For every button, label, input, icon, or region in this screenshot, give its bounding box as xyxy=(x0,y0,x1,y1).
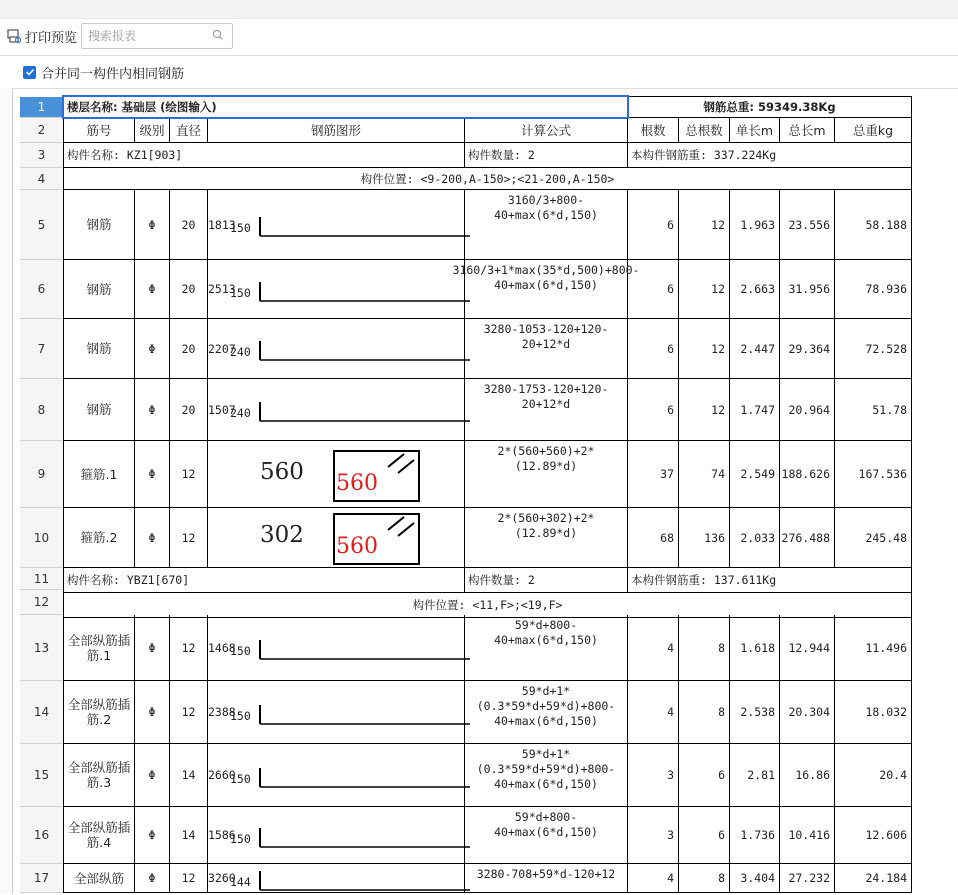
unit-length-cell[interactable]: 1.747 xyxy=(730,379,780,441)
diameter-cell[interactable]: 20 xyxy=(170,190,208,260)
component-position-cell[interactable]: 构件位置: <11,F>;<19,F> xyxy=(64,593,912,618)
column-header[interactable]: 钢筋图形 xyxy=(208,118,465,143)
floor-name-cell[interactable]: 楼层名称: 基础层 (绘图输入) xyxy=(64,97,628,118)
stirrup-dimension: 302 xyxy=(260,522,304,548)
total-count-cell[interactable]: 8 xyxy=(679,864,730,893)
total-length-cell[interactable]: 10.416 xyxy=(780,807,835,864)
bar-name-cell[interactable]: 全部纵筋插筋.4 xyxy=(64,807,135,864)
row-header[interactable]: 11 xyxy=(20,568,64,590)
column-header[interactable]: 总根数 xyxy=(679,118,730,143)
stirrup-length-label: 560 xyxy=(336,534,378,559)
count-cell[interactable]: 4 xyxy=(628,681,679,744)
component-weight-cell[interactable]: 本构件钢筋重: 137.611Kg xyxy=(628,568,912,593)
grid-top-border xyxy=(63,96,912,97)
row-header[interactable]: 17 xyxy=(20,864,64,893)
component-weight-cell[interactable]: 本构件钢筋重: 337.224Kg xyxy=(628,143,912,168)
count-cell[interactable]: 6 xyxy=(628,190,679,260)
count-cell[interactable]: 6 xyxy=(628,319,679,379)
bar-length-label: 3260 xyxy=(208,871,236,885)
row-header[interactable]: 15 xyxy=(20,744,64,807)
bar-name-cell[interactable]: 钢筋 xyxy=(64,260,135,319)
row-header[interactable]: 2 xyxy=(20,118,64,143)
merge-checkbox[interactable] xyxy=(23,66,36,79)
bar-shape-cell[interactable] xyxy=(208,190,465,260)
grade-cell[interactable]: Φ xyxy=(135,864,170,893)
total-length-cell[interactable]: 20.964 xyxy=(780,379,835,441)
row-header[interactable]: 4 xyxy=(20,168,64,190)
total-weight-cell[interactable]: 58.188 xyxy=(835,190,912,260)
formula-cell[interactable]: 3160/3+800-40+max(6*d,150) xyxy=(465,190,628,260)
unit-length-cell[interactable]: 2.81 xyxy=(730,744,780,807)
bar-length-label: 1813 xyxy=(208,217,236,232)
grade-cell[interactable]: Φ xyxy=(135,441,170,508)
grade-cell[interactable]: Φ xyxy=(135,508,170,568)
count-cell[interactable]: 6 xyxy=(628,260,679,319)
diameter-cell[interactable]: 12 xyxy=(170,508,208,568)
bar-length-label: 1468 xyxy=(208,640,236,655)
bar-shape-cell[interactable] xyxy=(208,319,465,379)
unit-length-cell[interactable]: 2.447 xyxy=(730,319,780,379)
bar-shape-icon xyxy=(258,339,478,365)
grade-cell[interactable]: Φ xyxy=(135,379,170,441)
bar-length-label: 1586 xyxy=(208,828,236,842)
hook-length-label: 150 xyxy=(230,644,251,658)
diameter-cell[interactable]: 20 xyxy=(170,379,208,441)
hook-length-label: 150 xyxy=(230,771,251,786)
hook-length-label: 144 xyxy=(230,874,251,889)
count-cell[interactable]: 68 xyxy=(628,508,679,568)
bar-name-cell[interactable]: 钢筋 xyxy=(64,190,135,260)
check-icon xyxy=(25,67,35,77)
diameter-cell[interactable]: 20 xyxy=(170,319,208,379)
grid-left-border xyxy=(63,97,64,893)
row-header[interactable]: 10 xyxy=(20,508,64,568)
component-position-cell[interactable]: 构件位置: <9-200,A-150>;<21-200,A-150> xyxy=(64,168,912,190)
total-weight-cell[interactable]: 20.4 xyxy=(835,744,912,807)
count-cell[interactable]: 3 xyxy=(628,744,679,807)
formula-cell[interactable]: 3280-1753-120+120-20+12*d xyxy=(465,379,628,441)
bar-name-cell[interactable]: 全部纵筋插筋.1 xyxy=(64,615,135,681)
bar-name-cell[interactable]: 全部纵筋插筋.3 xyxy=(64,744,135,807)
column-header[interactable]: 总重kg xyxy=(835,118,912,143)
report-search-box[interactable] xyxy=(81,23,233,49)
formula-cell[interactable]: 59*d+800-40+max(6*d,150) xyxy=(465,807,628,864)
row-header[interactable]: 3 xyxy=(20,143,64,168)
grade-cell[interactable]: Φ xyxy=(135,744,170,807)
column-header[interactable]: 计算公式 xyxy=(465,118,628,143)
row-header[interactable]: 12 xyxy=(20,590,64,615)
bar-shape-icon xyxy=(258,766,478,792)
total-count-cell[interactable]: 6 xyxy=(679,744,730,807)
bar-name-cell[interactable]: 钢筋 xyxy=(64,319,135,379)
total-count-cell[interactable]: 8 xyxy=(679,615,730,681)
bar-length-label: 2388 xyxy=(208,705,236,719)
bar-shape-cell[interactable] xyxy=(208,260,465,319)
total-length-cell[interactable]: 27.232 xyxy=(780,864,835,893)
search-icon[interactable] xyxy=(212,29,224,41)
total-count-cell[interactable]: 6 xyxy=(679,807,730,864)
row-header[interactable]: 16 xyxy=(20,807,64,864)
stirrup-dimension: 560 xyxy=(260,458,304,485)
hook-length-label: 240 xyxy=(230,406,251,420)
column-header[interactable]: 直径 xyxy=(170,118,208,143)
diameter-cell[interactable]: 12 xyxy=(170,681,208,744)
diameter-cell[interactable]: 20 xyxy=(170,260,208,319)
total-count-cell[interactable]: 136 xyxy=(679,508,730,568)
column-header[interactable]: 筋号 xyxy=(64,118,135,143)
total-length-cell[interactable]: 12.944 xyxy=(780,615,835,681)
bar-shape-cell[interactable] xyxy=(208,681,465,744)
formula-cell[interactable]: 2*(560+560)+2*(12.89*d) xyxy=(465,441,628,508)
component-count-cell[interactable]: 构件数量: 2 xyxy=(465,568,628,593)
unit-length-cell[interactable]: 2.549 xyxy=(730,441,780,508)
diameter-cell[interactable]: 14 xyxy=(170,807,208,864)
column-header[interactable]: 单长m xyxy=(730,118,780,143)
hook-length-label: 150 xyxy=(230,285,251,300)
count-cell[interactable]: 6 xyxy=(628,379,679,441)
bar-shape-icon xyxy=(258,869,478,895)
report-search-input[interactable] xyxy=(86,28,210,44)
column-header[interactable]: 级别 xyxy=(135,118,170,143)
total-weight-cell[interactable]: 51.78 xyxy=(835,379,912,441)
total-weight-cell[interactable]: 24.184 xyxy=(835,864,912,893)
bar-shape-cell[interactable] xyxy=(208,508,465,568)
total-count-cell[interactable]: 12 xyxy=(679,260,730,319)
unit-length-cell[interactable]: 3.404 xyxy=(730,864,780,893)
bar-length-label: 2207 xyxy=(208,341,236,356)
count-cell[interactable]: 3 xyxy=(628,807,679,864)
total-weight-cell[interactable]: 245.48 xyxy=(835,508,912,568)
row-header[interactable]: 5 xyxy=(20,190,64,260)
count-cell[interactable]: 4 xyxy=(628,615,679,681)
total-weight-cell[interactable]: 18.032 xyxy=(835,681,912,744)
diameter-cell[interactable]: 12 xyxy=(170,864,208,893)
hook-length-label: 240 xyxy=(230,345,251,359)
total-length-cell[interactable]: 29.364 xyxy=(780,319,835,379)
component-name-cell[interactable]: 构件名称: KZ1[903] xyxy=(64,143,465,168)
row-header[interactable]: 9 xyxy=(20,441,64,508)
print-preview-button[interactable] xyxy=(6,27,77,46)
bar-shape-cell[interactable] xyxy=(208,441,465,508)
top-strip xyxy=(0,0,958,19)
row-header[interactable]: 8 xyxy=(20,379,64,441)
row-header[interactable]: 6 xyxy=(20,260,64,319)
total-length-cell[interactable]: 31.956 xyxy=(780,260,835,319)
total-count-cell[interactable]: 74 xyxy=(679,441,730,508)
unit-length-cell[interactable]: 1.736 xyxy=(730,807,780,864)
hook-length-label: 150 xyxy=(230,831,251,846)
stirrup-length-label: 560 xyxy=(336,470,378,496)
bar-shape-icon xyxy=(258,703,478,729)
total-count-cell[interactable]: 12 xyxy=(679,190,730,260)
merge-option-bar xyxy=(0,55,958,89)
grade-cell[interactable]: Φ xyxy=(135,260,170,319)
bar-shape-icon xyxy=(258,280,478,306)
total-count-cell[interactable]: 8 xyxy=(679,681,730,744)
grade-cell[interactable]: Φ xyxy=(135,319,170,379)
bar-name-cell[interactable]: 全部纵筋 xyxy=(64,864,135,893)
grade-cell[interactable]: Φ xyxy=(135,807,170,864)
total-length-cell[interactable]: 20.304 xyxy=(780,681,835,744)
hook-length-label: 150 xyxy=(230,708,251,723)
unit-length-cell[interactable]: 1.963 xyxy=(730,190,780,260)
count-cell[interactable]: 37 xyxy=(628,441,679,508)
unit-length-cell[interactable]: 2.033 xyxy=(730,508,780,568)
row-header[interactable]: 1 xyxy=(20,97,64,118)
diameter-cell[interactable]: 12 xyxy=(170,441,208,508)
count-cell[interactable]: 4 xyxy=(628,864,679,893)
total-count-cell[interactable]: 12 xyxy=(679,379,730,441)
column-header[interactable]: 根数 xyxy=(628,118,679,143)
bar-name-cell[interactable]: 全部纵筋插筋.2 xyxy=(64,681,135,744)
formula-cell[interactable]: 59*d+800-40+max(6*d,150) xyxy=(465,615,628,681)
merge-checkbox-label: 合并同一构件内相同钢筋 xyxy=(41,66,185,82)
unit-length-cell[interactable]: 2.663 xyxy=(730,260,780,319)
bar-shape-icon xyxy=(258,400,478,426)
component-name-cell[interactable]: 构件名称: YBZ1[670] xyxy=(64,568,465,593)
diameter-cell[interactable]: 12 xyxy=(170,615,208,681)
row-header[interactable]: 14 xyxy=(20,681,64,744)
bar-shape-cell[interactable] xyxy=(208,744,465,807)
column-header[interactable]: 总长m xyxy=(780,118,835,143)
bar-shape-cell[interactable] xyxy=(208,615,465,681)
unit-length-cell[interactable]: 1.618 xyxy=(730,615,780,681)
bar-name-cell[interactable]: 箍筋.2 xyxy=(64,508,135,568)
total-count-cell[interactable]: 12 xyxy=(679,319,730,379)
print-preview-icon xyxy=(6,28,22,44)
bar-shape-cell[interactable] xyxy=(208,807,465,864)
total-weight-cell[interactable]: 11.496 xyxy=(835,615,912,681)
row-header[interactable]: 13 xyxy=(20,615,64,681)
total-length-cell[interactable]: 16.86 xyxy=(780,744,835,807)
grade-cell[interactable]: Φ xyxy=(135,681,170,744)
formula-cell[interactable]: 3160/3+1*max(35*d,500)+800-40+max(6*d,150) xyxy=(465,260,628,319)
grade-cell[interactable]: Φ xyxy=(135,190,170,260)
bar-name-cell[interactable]: 箍筋.1 xyxy=(64,441,135,508)
total-length-cell[interactable]: 23.556 xyxy=(780,190,835,260)
total-weight-cell[interactable]: 12.606 xyxy=(835,807,912,864)
total-weight-cell[interactable]: 78.936 xyxy=(835,260,912,319)
toolbar xyxy=(0,19,958,53)
formula-cell[interactable]: 59*d+1*(0.3*59*d+59*d)+800-40+max(6*d,150) xyxy=(465,744,628,807)
hook-length-label: 150 xyxy=(230,221,251,235)
total-weight-cell[interactable]: 167.536 xyxy=(835,441,912,508)
grade-cell[interactable]: Φ xyxy=(135,615,170,681)
total-weight-cell[interactable]: 72.528 xyxy=(835,319,912,379)
print-preview-label: 打印预览 xyxy=(25,30,78,46)
bar-length-label: 2660 xyxy=(208,768,236,782)
formula-cell[interactable]: 3280-1053-120+120-20+12*d xyxy=(465,319,628,379)
bar-length-label: 1507 xyxy=(208,402,236,417)
formula-cell[interactable]: 59*d+1*(0.3*59*d+59*d)+800-40+max(6*d,150) xyxy=(465,681,628,744)
bar-shape-icon xyxy=(258,826,478,852)
formula-cell[interactable]: 3280-708+59*d-120+12 xyxy=(465,864,628,893)
left-panel-edge xyxy=(0,88,13,893)
row-header[interactable]: 7 xyxy=(20,319,64,379)
bar-shape-icon xyxy=(258,215,478,241)
formula-cell[interactable]: 2*(560+302)+2*(12.89*d) xyxy=(465,508,628,568)
unit-length-cell[interactable]: 2.538 xyxy=(730,681,780,744)
bar-shape-icon xyxy=(258,638,478,664)
diameter-cell[interactable]: 14 xyxy=(170,744,208,807)
bar-length-label: 2513 xyxy=(208,282,236,296)
total-length-cell[interactable]: 188.626 xyxy=(780,441,835,508)
total-weight-cell[interactable]: 钢筋总重: 59349.38Kg xyxy=(628,97,912,118)
total-length-cell[interactable]: 276.488 xyxy=(780,508,835,568)
bar-shape-cell[interactable] xyxy=(208,379,465,441)
bar-name-cell[interactable]: 钢筋 xyxy=(64,379,135,441)
component-count-cell[interactable]: 构件数量: 2 xyxy=(465,143,628,168)
bar-shape-cell[interactable] xyxy=(208,864,465,893)
